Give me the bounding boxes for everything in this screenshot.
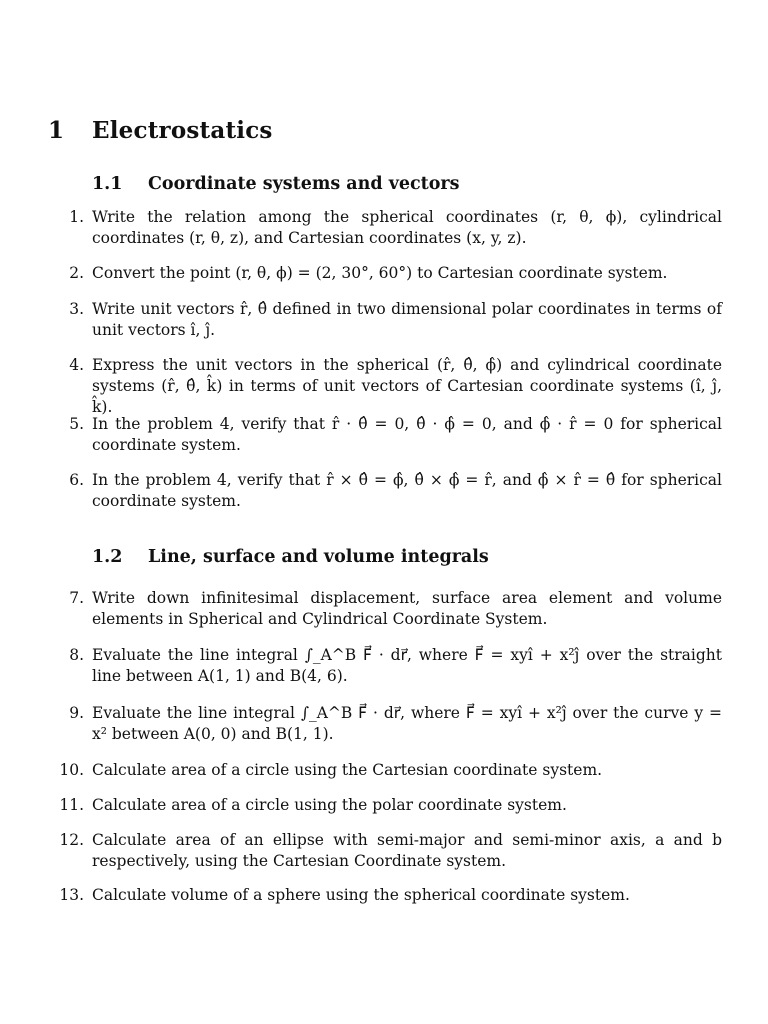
item-text: Calculate area of a circle using the polar coordinate system. [92, 796, 567, 814]
item-number: 8. [69, 646, 84, 664]
item-number: 6. [69, 471, 84, 489]
section-title: Electrostatics [92, 117, 273, 144]
item-number: 13. [59, 886, 84, 904]
item-text: Evaluate the line integral ∫_A^B F⃗ · dr⃗, where F⃗ = xyî + x²ĵ over the straight line between A(1, 1) and B(4, 6). [92, 646, 722, 685]
item-text: Calculate volume of a sphere using the spherical coordinate system. [92, 886, 630, 904]
subsection-number: 1.2 [92, 547, 123, 567]
item-text: In the problem 4, verify that r̂ · θ̂ = 0, θ̂ · ϕ̂ = 0, and ϕ̂ · r̂ = 0 for spherical coordinate system. [92, 415, 722, 454]
item-number: 5. [69, 415, 84, 433]
item-text: Evaluate the line integral ∫_A^B F⃗ · dr⃗, where F⃗ = xyî + x²ĵ over the curve y = x² between A(0, 0) and B(1, 1). [92, 704, 722, 743]
subsection-heading-1-2 [92, 547, 489, 567]
item-text: Calculate area of an ellipse with semi-major and semi-minor axis, a and b respectively, using the Cartesian Coordinate system. [92, 831, 722, 870]
item-text: Write down infinitesimal displacement, surface area element and volume elements in Spherical and Cylindrical Coordinate System. [92, 589, 722, 628]
item-number: 10. [59, 761, 84, 779]
item-number: 7. [69, 589, 84, 607]
item-text: Express the unit vectors in the spherical (r̂, θ̂, ϕ̂) and cylindrical coordinate systems (r̂, θ̂, k̂) in terms of unit vectors of Cartesian coordinate systems (î, ĵ, k̂). [92, 356, 722, 416]
section-number: 1 [48, 117, 65, 144]
item-number: 3. [69, 300, 84, 318]
item-text: Write unit vectors r̂, θ̂ defined in two dimensional polar coordinates in terms of unit vectors î, ĵ. [92, 300, 722, 339]
subsection-title: Coordinate systems and vectors [148, 174, 460, 194]
subsection-number: 1.1 [92, 174, 123, 194]
item-text: Convert the point (r, θ, ϕ) = (2, 30°, 60°) to Cartesian coordinate system. [92, 264, 668, 282]
item-number: 2. [69, 264, 84, 282]
subsection-title: Line, surface and volume integrals [148, 547, 489, 567]
item-number: 12. [59, 831, 84, 849]
item-text: Calculate area of a circle using the Cartesian coordinate system. [92, 761, 603, 779]
item-number: 9. [69, 704, 84, 722]
item-number: 1. [69, 208, 84, 226]
item-number: 4. [69, 356, 84, 374]
item-text: In the problem 4, verify that r̂ × θ̂ = ϕ̂, θ̂ × ϕ̂ = r̂, and ϕ̂ × r̂ = θ̂ for spherical coordinate system. [92, 471, 722, 510]
item-number: 11. [59, 796, 84, 814]
section-heading [48, 117, 273, 144]
item-text: Write the relation among the spherical coordinates (r, θ, ϕ), cylindrical coordinates (r, θ, z), and Cartesian coordinates (x, y, z). [92, 208, 722, 247]
subsection-heading-1-1 [92, 174, 459, 194]
